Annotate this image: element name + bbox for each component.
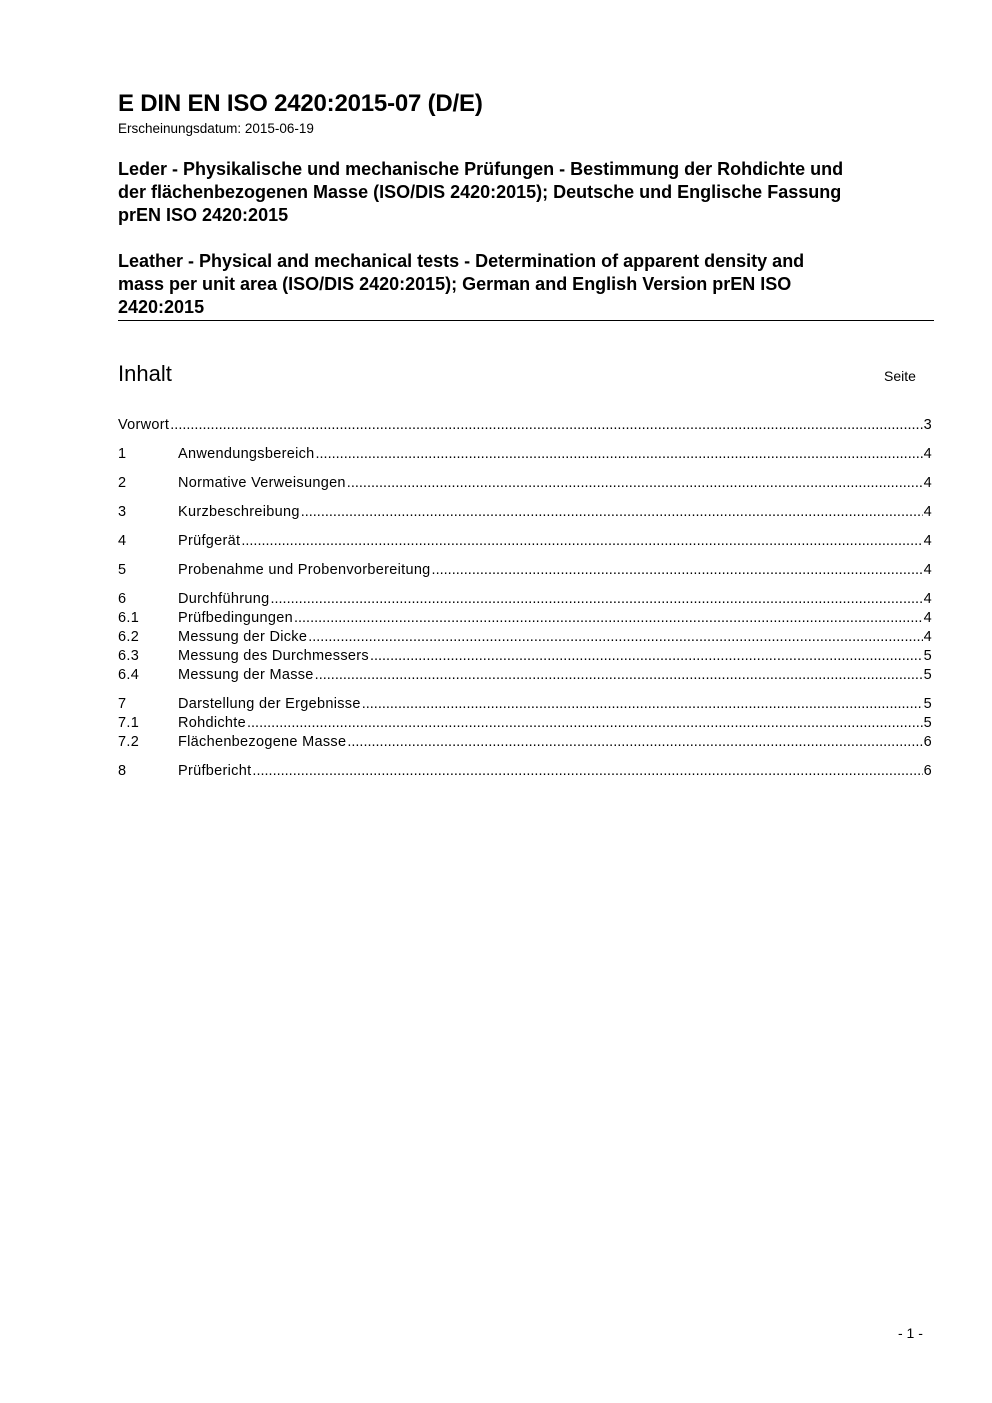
- toc-entry-page: 4: [923, 504, 932, 520]
- title-divider: [118, 320, 934, 321]
- toc-entry-number: 7.1: [118, 715, 140, 731]
- toc-entry-number: 7.2: [118, 734, 140, 750]
- toc-entry-title: Prüfbericht: [178, 763, 252, 779]
- toc-entry-page: 4: [923, 629, 932, 645]
- toc-entry-title: Prüfgerät: [178, 533, 241, 549]
- toc-dot-leader: [241, 532, 922, 551]
- toc-entry-number: 6: [118, 591, 127, 607]
- page-number: - 1 -: [898, 1325, 923, 1341]
- german-title-line: der flächenbezogenen Masse (ISO/DIS 2420:2015); Deutsche und Englische Fassung: [118, 182, 842, 202]
- toc-entry-title: Vorwort: [118, 417, 170, 433]
- toc-entry-title: Messung der Dicke: [178, 629, 308, 645]
- toc-heading: Inhalt: [118, 361, 172, 386]
- toc-entry-page: 5: [923, 648, 932, 664]
- toc-entry[interactable]: [118, 647, 932, 666]
- toc-entry-page: 5: [923, 696, 932, 712]
- english-title-line: 2420:2015: [118, 297, 205, 317]
- toc-entry-title: Flächenbezogene Masse: [178, 734, 347, 750]
- toc-entry-number: 3: [118, 504, 127, 520]
- toc-dot-leader: [252, 762, 922, 781]
- toc-entry-page: 6: [923, 763, 932, 779]
- toc-entry-title: Durchführung: [178, 591, 270, 607]
- toc-entry-number: 1: [118, 446, 127, 462]
- toc-entry-page: 4: [923, 562, 932, 578]
- toc-entry[interactable]: [118, 590, 932, 609]
- toc-dot-leader: [308, 628, 922, 647]
- toc-entry[interactable]: [118, 474, 932, 493]
- toc-dot-leader: [270, 590, 922, 609]
- toc-dot-leader: [170, 416, 922, 435]
- toc-entry-number: 4: [118, 533, 127, 549]
- toc-dot-leader: [362, 695, 923, 714]
- toc-entry-page: 5: [923, 667, 932, 683]
- toc-entry-number: 6.4: [118, 667, 140, 683]
- toc-entry-title: Messung des Durchmessers: [178, 648, 369, 664]
- toc-entry[interactable]: [118, 532, 932, 551]
- toc-entry-page: 4: [923, 446, 932, 462]
- toc-entry[interactable]: [118, 445, 932, 464]
- toc-entry-page: 4: [923, 610, 932, 626]
- document-title: E DIN EN ISO 2420:2015-07 (D/E): [118, 90, 483, 117]
- toc-entry-page: 5: [923, 715, 932, 731]
- german-title: [118, 158, 938, 227]
- toc-entry-page: 4: [923, 533, 932, 549]
- toc-entry[interactable]: [118, 416, 932, 435]
- toc-entry-number: 6.1: [118, 610, 140, 626]
- toc-entry-title: Rohdichte: [178, 715, 246, 731]
- toc-entry[interactable]: [118, 609, 932, 628]
- toc-entry-title: Darstellung der Ergebnisse: [178, 696, 361, 712]
- toc-entry[interactable]: [118, 733, 932, 752]
- toc-entry-page: 6: [923, 734, 932, 750]
- toc-dot-leader: [347, 474, 923, 493]
- toc-entry-title: Messung der Masse: [178, 667, 314, 683]
- toc-entry[interactable]: [118, 503, 932, 522]
- toc-entry[interactable]: [118, 762, 932, 781]
- toc-entry-title: Anwendungsbereich: [178, 446, 315, 462]
- english-title-line: mass per unit area (ISO/DIS 2420:2015); German and English Version prEN ISO: [118, 274, 792, 294]
- toc-dot-leader: [315, 666, 923, 685]
- toc-entry-title: Normative Verweisungen: [178, 475, 346, 491]
- toc-entry[interactable]: [118, 561, 932, 580]
- toc-entry[interactable]: [118, 695, 932, 714]
- toc-entry-number: 2: [118, 475, 127, 491]
- english-title: [118, 250, 938, 319]
- toc-entry-number: 6.3: [118, 648, 140, 664]
- toc-dot-leader: [370, 647, 923, 666]
- toc-entry-page: 4: [923, 475, 932, 491]
- toc-entry-number: 5: [118, 562, 127, 578]
- toc-entry-number: 6.2: [118, 629, 140, 645]
- toc-entry-page: 3: [923, 417, 932, 433]
- toc-entry-number: 7: [118, 696, 127, 712]
- toc-dot-leader: [301, 503, 923, 522]
- toc-dot-leader: [294, 609, 923, 628]
- toc-entry-number: 8: [118, 763, 127, 779]
- toc-entry-page: 4: [923, 591, 932, 607]
- toc-entry-title: Prüfbedingungen: [178, 610, 293, 626]
- german-title-line: prEN ISO 2420:2015: [118, 205, 289, 225]
- toc-dot-leader: [347, 733, 922, 752]
- toc-page-label: Seite: [884, 368, 916, 384]
- german-title-line: Leder - Physikalische und mechanische Prüfungen - Bestimmung der Rohdichte und: [118, 159, 844, 179]
- publication-date: Erscheinungsdatum: 2015-06-19: [118, 121, 314, 136]
- toc-dot-leader: [247, 714, 923, 733]
- toc-dot-leader: [316, 445, 923, 464]
- toc-entry-title: Probenahme und Probenvorbereitung: [178, 562, 431, 578]
- toc-entry[interactable]: [118, 666, 932, 685]
- toc-entry[interactable]: [118, 714, 932, 733]
- toc-dot-leader: [432, 561, 923, 580]
- toc-entry-title: Kurzbeschreibung: [178, 504, 300, 520]
- toc-entry[interactable]: [118, 628, 932, 647]
- english-title-line: Leather - Physical and mechanical tests - Determination of apparent density and: [118, 251, 805, 271]
